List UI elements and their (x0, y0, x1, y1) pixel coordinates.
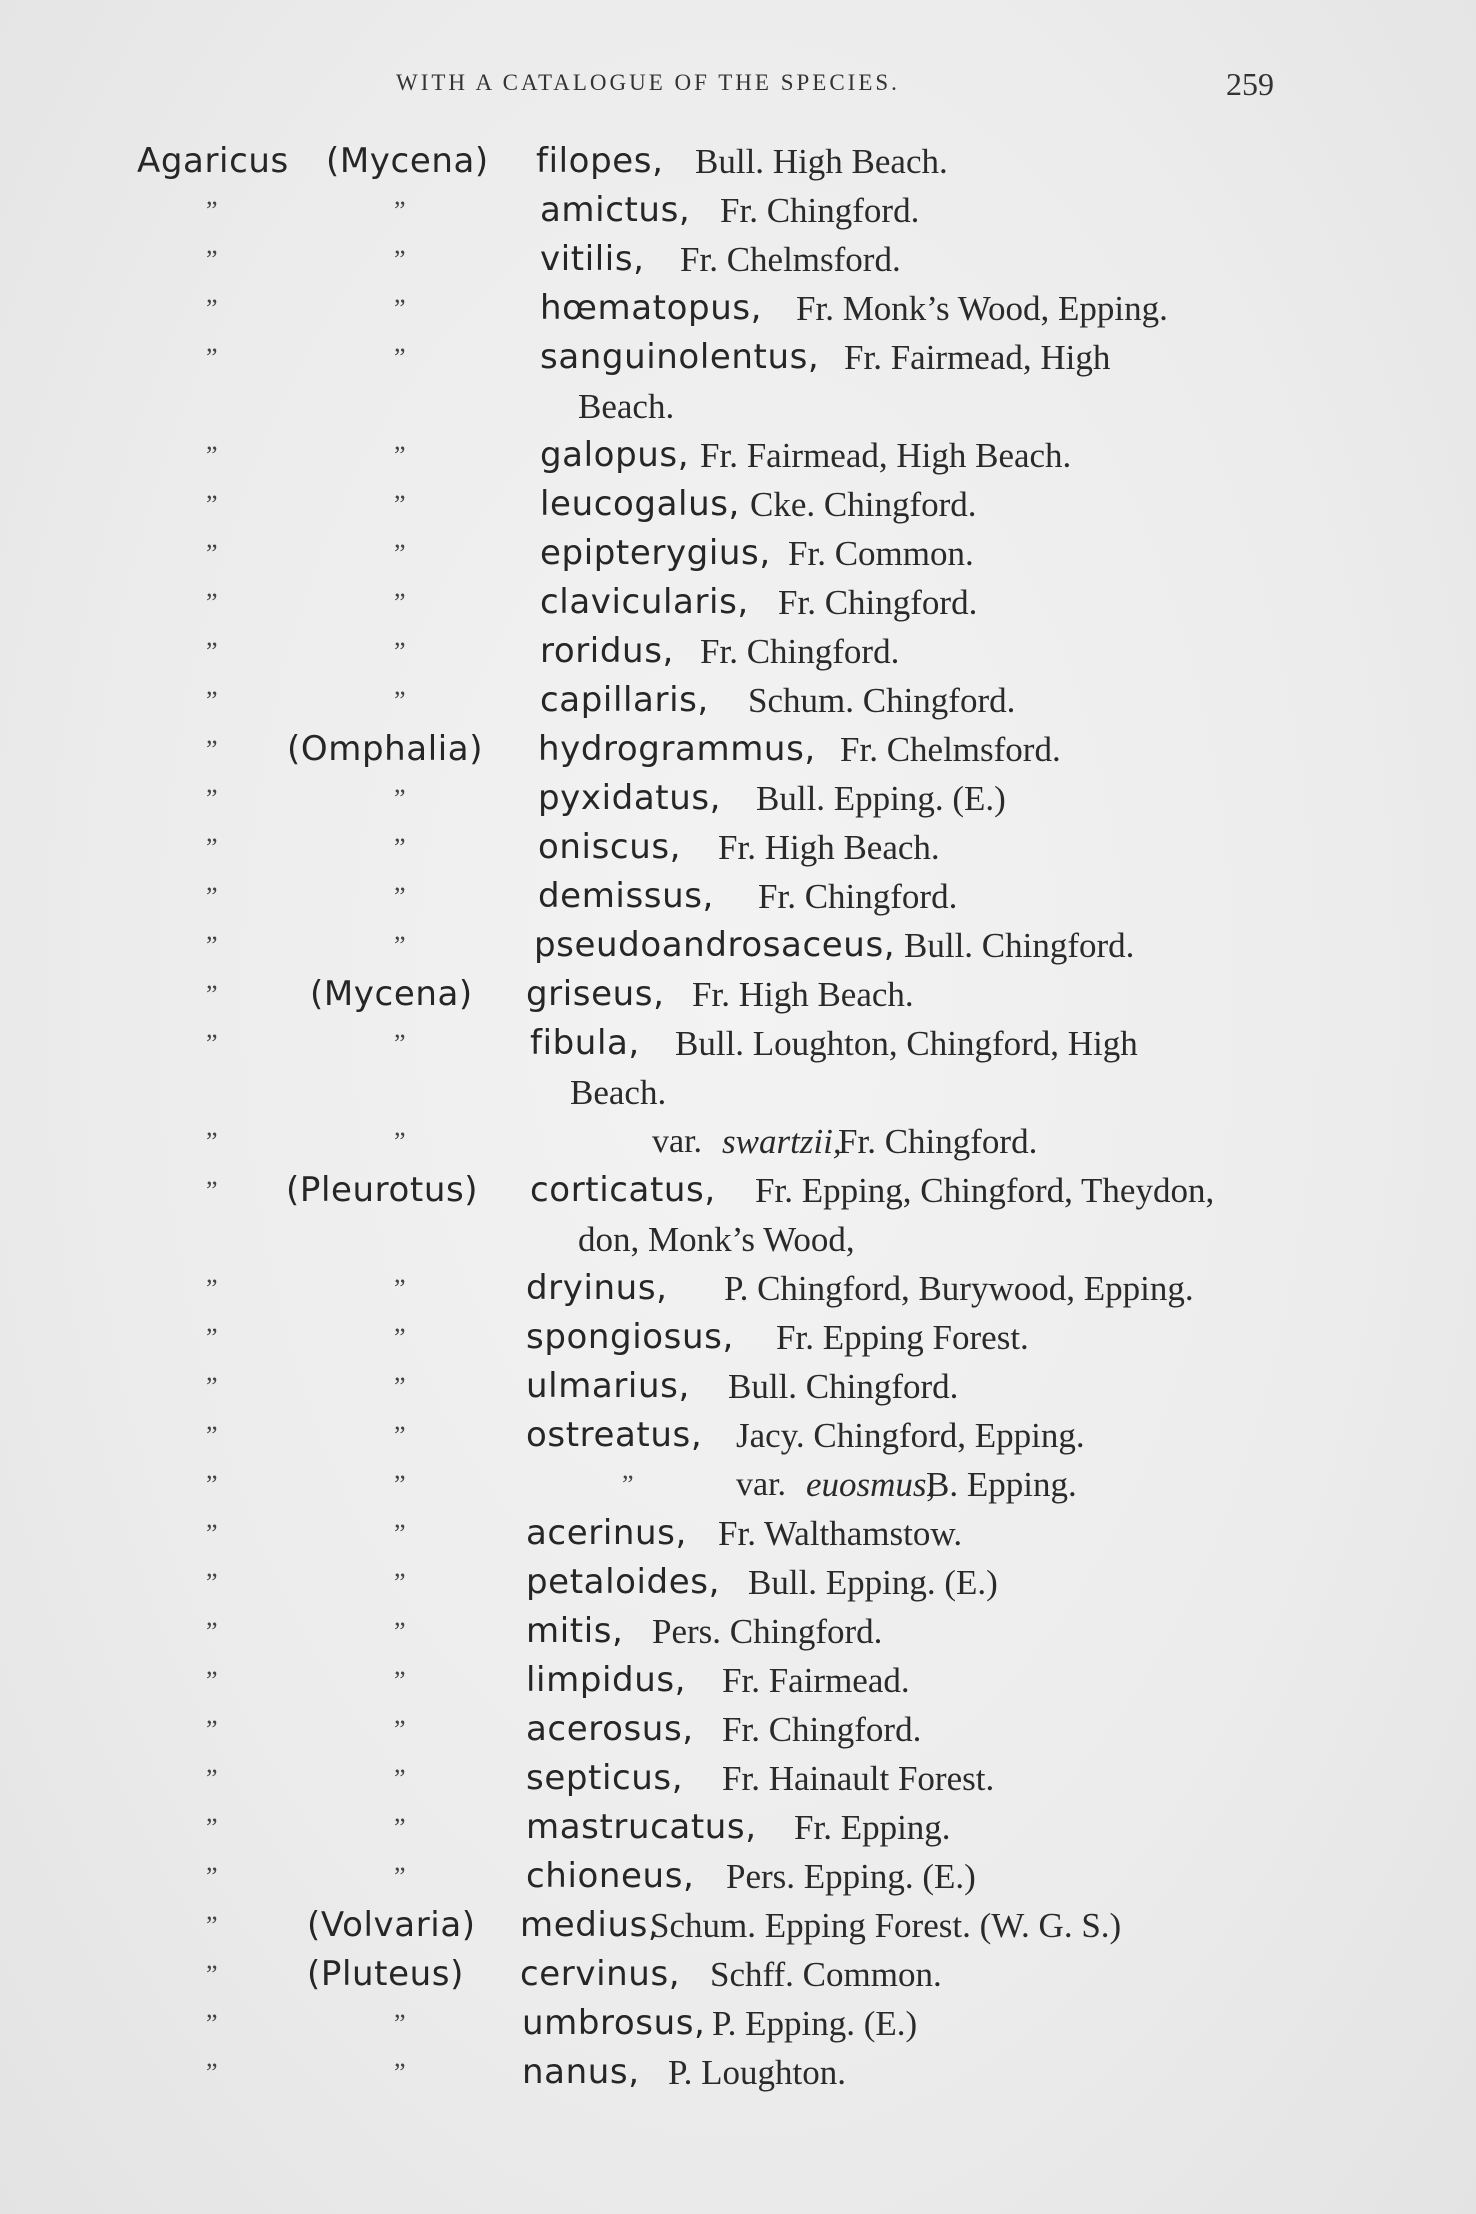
ditto-mark: ” (394, 2009, 406, 2038)
ditto-mark: ” (394, 686, 406, 715)
authority-and-locality: Fr. Epping. (794, 1808, 951, 1847)
authority-and-locality: Pers. Epping. (E.) (726, 1857, 976, 1896)
authority-and-locality: Bull. Loughton, Chingford, High (675, 1024, 1138, 1063)
ditto-mark: ” (206, 931, 218, 960)
ditto-mark: ” (206, 637, 218, 666)
species-name: epipterygius, (540, 533, 771, 573)
species-name: mitis, (526, 1611, 624, 1651)
subgenus-name: (Mycena) (310, 974, 473, 1014)
authority-and-locality: Fr. High Beach. (692, 975, 914, 1014)
species-name: griseus, (526, 974, 665, 1014)
authority-and-locality: Fr. Chelmsford. (840, 730, 1061, 769)
ditto-mark: ” (206, 1519, 218, 1548)
species-name: chioneus, (526, 1856, 695, 1896)
authority-and-locality: Fr. Chingford. (720, 191, 920, 230)
ditto-mark: ” (206, 1813, 218, 1842)
ditto-mark: ” (394, 1519, 406, 1548)
ditto-mark: ” (206, 1960, 218, 1989)
species-name: acerinus, (526, 1513, 687, 1553)
authority-and-locality: Fr. Epping, Chingford, Theydon, (755, 1171, 1215, 1210)
ditto-mark: ” (206, 1372, 218, 1401)
authority-and-locality: Fr. Fairmead, High (844, 338, 1111, 377)
ditto-mark: ” (206, 686, 218, 715)
ditto-mark: ” (394, 2058, 406, 2087)
ditto-mark: ” (206, 1029, 218, 1058)
variety-label: var. (652, 1123, 703, 1160)
ditto-mark: ” (206, 196, 218, 225)
ditto-mark: ” (206, 1666, 218, 1695)
species-name: fibula, (530, 1023, 640, 1063)
authority-and-locality: Bull. High Beach. (695, 142, 948, 181)
species-name: capillaris, (540, 680, 709, 720)
authority-and-locality: Fr. Monk’s Wood, Epping. (796, 289, 1168, 328)
species-name: pyxidatus, (538, 778, 722, 818)
variety-label: var. (736, 1466, 787, 1503)
ditto-mark: ” (206, 2009, 218, 2038)
ditto-mark: ” (206, 343, 218, 372)
species-name: hœmatopus, (540, 288, 763, 328)
species-name: oniscus, (538, 827, 682, 867)
species-name: amictus, (540, 190, 691, 230)
ditto-mark: ” (206, 1764, 218, 1793)
authority-and-locality: Bull. Chingford. (904, 926, 1135, 965)
ditto-mark: ” (394, 1568, 406, 1597)
ditto-mark: ” (206, 1911, 218, 1940)
ditto-mark: ” (206, 735, 218, 764)
ditto-mark: ” (206, 1421, 218, 1450)
species-name: galopus, (540, 435, 690, 475)
authority-and-locality: Fr. Common. (788, 534, 974, 573)
ditto-mark: ” (394, 343, 406, 372)
authority-and-locality: Fr. Hainault Forest. (722, 1759, 995, 1798)
authority-and-locality: Fr. Chelmsford. (680, 240, 901, 279)
authority-and-locality: Bull. Epping. (E.) (756, 779, 1006, 818)
species-name: acerosus, (526, 1709, 694, 1749)
authority-and-locality: Cke. Chingford. (750, 485, 977, 524)
species-name: clavicularis, (540, 582, 749, 622)
authority-and-locality: Fr. Walthamstow. (718, 1514, 963, 1553)
species-name: mastrucatus, (526, 1807, 757, 1847)
ditto-mark: ” (206, 588, 218, 617)
ditto-mark: ” (206, 539, 218, 568)
ditto-mark: ” (394, 539, 406, 568)
ditto-mark: ” (394, 1323, 406, 1352)
species-name: demissus, (538, 876, 714, 916)
species-name: septicus, (526, 1758, 684, 1798)
ditto-mark: ” (206, 1862, 218, 1891)
ditto-mark: ” (206, 1568, 218, 1597)
ditto-mark: ” (394, 1862, 406, 1891)
variety-name (806, 1460, 935, 1509)
ditto-mark: ” (394, 1764, 406, 1793)
ditto-mark: ” (394, 196, 406, 225)
authority-and-locality: Schff. Common. (710, 1955, 942, 1994)
species-name: vitilis, (540, 239, 645, 279)
subgenus-name: (Mycena) (326, 141, 489, 181)
authority-and-locality: Jacy. Chingford, Epping. (736, 1416, 1085, 1455)
authority-and-locality: Fr. Epping Forest. (776, 1318, 1029, 1357)
ditto-mark: ” (206, 1617, 218, 1646)
species-name: ulmarius, (526, 1366, 690, 1406)
authority-and-locality: Fr. Chingford. (722, 1710, 922, 1749)
authority-and-locality: Fr. Fairmead. (722, 1661, 910, 1700)
species-name: umbrosus, (522, 2003, 706, 2043)
authority-and-locality: P. Chingford, Burywood, Epping. (724, 1269, 1194, 1308)
variety-name-italic: euosmus, (806, 1465, 936, 1504)
ditto-mark: ” (206, 1470, 218, 1499)
species-name: petaloides, (526, 1562, 720, 1602)
variety-name (722, 1117, 842, 1166)
continuation-text: don, Monk’s Wood, (578, 1220, 855, 1259)
continuation-text: Beach. (578, 387, 675, 426)
ditto-mark: ” (206, 245, 218, 274)
ditto-mark: ” (394, 1715, 406, 1744)
species-name: sanguinolentus, (540, 337, 820, 377)
ditto-mark: ” (394, 294, 406, 323)
ditto-mark: ” (394, 245, 406, 274)
ditto-mark: ” (394, 441, 406, 470)
ditto-mark: ” (206, 490, 218, 519)
species-name: leucogalus, (540, 484, 740, 524)
authority-and-locality: Bull. Epping. (E.) (748, 1563, 998, 1602)
ditto-mark: ” (394, 833, 406, 862)
authority-and-locality: Schum. Chingford. (748, 681, 1016, 720)
authority-and-locality: Fr. Chingford. (778, 583, 978, 622)
ditto-mark: ” (206, 1323, 218, 1352)
species-name: limpidus, (526, 1660, 687, 1700)
ditto-mark: ” (394, 588, 406, 617)
authority-and-locality: Fr. Chingford. (700, 632, 900, 671)
ditto-mark: ” (206, 1176, 218, 1205)
authority-and-locality: P. Epping. (E.) (712, 2004, 918, 2043)
ditto-mark: ” (394, 1372, 406, 1401)
authority-and-locality: B. Epping. (926, 1465, 1077, 1504)
continuation-text: Beach. (570, 1073, 667, 1112)
species-name: hydrogrammus, (538, 729, 816, 769)
ditto-mark: ” (394, 1617, 406, 1646)
ditto-mark: ” (394, 1029, 406, 1058)
authority-and-locality: Bull. Chingford. (728, 1367, 959, 1406)
page-number: 259 (1226, 66, 1274, 102)
ditto-mark: ” (206, 441, 218, 470)
ditto-mark: ” (206, 1274, 218, 1303)
ditto-mark: ” (206, 2058, 218, 2087)
ditto-mark: ” (622, 1470, 634, 1499)
genus-name: Agaricus (137, 141, 289, 181)
species-name: spongiosus, (526, 1317, 734, 1357)
authority-and-locality: Schum. Epping Forest. (W. G. S.) (650, 1906, 1122, 1945)
ditto-mark: ” (206, 882, 218, 911)
authority-and-locality: Pers. Chingford. (652, 1612, 883, 1651)
species-name: nanus, (522, 2052, 640, 2092)
subgenus-name: (Pleurotus) (286, 1170, 479, 1210)
ditto-mark: ” (206, 833, 218, 862)
ditto-mark: ” (394, 1421, 406, 1450)
ditto-mark: ” (394, 490, 406, 519)
authority-and-locality: Fr. Chingford. (758, 877, 958, 916)
running-header: WITH A CATALOGUE OF THE SPECIES. (396, 70, 900, 95)
species-name: filopes, (536, 141, 664, 181)
species-name: dryinus, (526, 1268, 668, 1308)
ditto-mark: ” (394, 637, 406, 666)
ditto-mark: ” (394, 882, 406, 911)
species-name: medius, (520, 1905, 660, 1945)
ditto-mark: ” (394, 784, 406, 813)
authority-and-locality: Fr. Chingford. (838, 1122, 1038, 1161)
species-name: ostreatus, (526, 1415, 703, 1455)
ditto-mark: ” (206, 784, 218, 813)
subgenus-name: (Pluteus) (307, 1954, 464, 1994)
subgenus-name: (Volvaria) (307, 1905, 476, 1945)
species-name: pseudoandrosaceus, (534, 925, 896, 965)
authority-and-locality: P. Loughton. (668, 2053, 846, 2092)
variety-name-italic: swartzii, (722, 1122, 842, 1161)
ditto-mark: ” (206, 1715, 218, 1744)
ditto-mark: ” (394, 1666, 406, 1695)
ditto-mark: ” (206, 294, 218, 323)
ditto-mark: ” (394, 1470, 406, 1499)
ditto-mark: ” (206, 980, 218, 1009)
ditto-mark: ” (394, 1274, 406, 1303)
species-name: roridus, (540, 631, 674, 671)
species-name: corticatus, (530, 1170, 716, 1210)
ditto-mark: ” (394, 1813, 406, 1842)
ditto-mark: ” (394, 1127, 406, 1156)
ditto-mark: ” (206, 1127, 218, 1156)
authority-and-locality: Fr. Fairmead, High Beach. (700, 436, 1072, 475)
subgenus-name: (Omphalia) (287, 729, 484, 769)
ditto-mark: ” (394, 931, 406, 960)
authority-and-locality: Fr. High Beach. (718, 828, 940, 867)
species-name: cervinus, (520, 1954, 681, 1994)
